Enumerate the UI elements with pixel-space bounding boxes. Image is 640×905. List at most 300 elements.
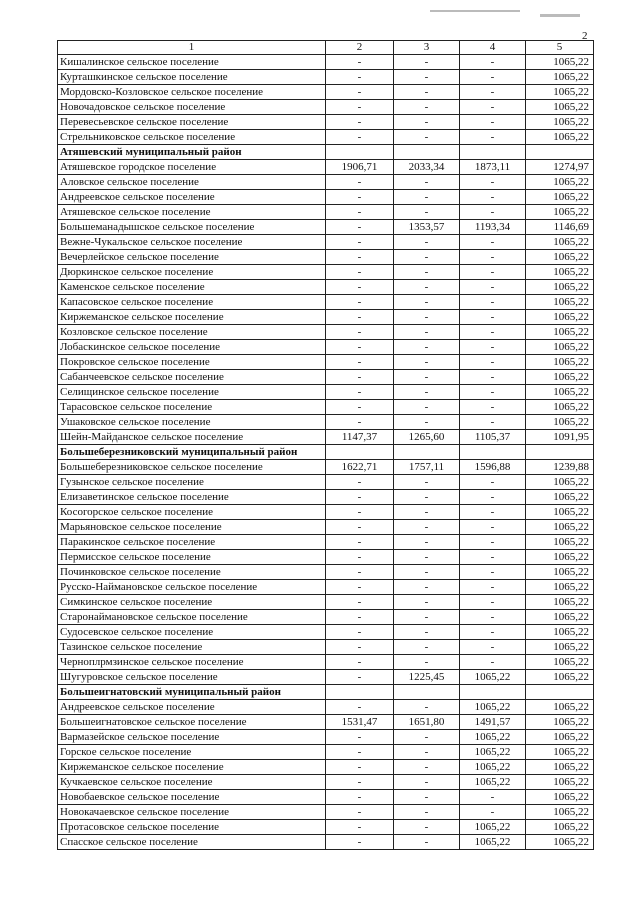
table-row [58,295,594,310]
value-cell-c3: - [394,265,460,280]
value-cell-c4: - [460,535,526,550]
value-cell-c5: 1065,22 [526,700,594,715]
value-cell-c4: - [460,400,526,415]
value-cell-c3: - [394,640,460,655]
value-cell-c4: - [460,115,526,130]
value-cell-c3: - [394,805,460,820]
table-row [58,70,594,85]
settlement-name: Тарасовское сельское поселение [58,400,326,415]
value-cell-c2: - [326,490,394,505]
empty-cell [394,685,460,700]
settlement-name: Тазинское сельское поселение [58,640,326,655]
value-cell-c5: 1065,22 [526,595,594,610]
value-cell-c2: - [326,400,394,415]
value-cell-c5: 1065,22 [526,190,594,205]
settlement-name: Аловское сельское поселение [58,175,326,190]
value-cell-c2: - [326,310,394,325]
value-cell-c2: - [326,280,394,295]
value-cell-c3: - [394,400,460,415]
settlement-name: Сабанчеевское сельское поселение [58,370,326,385]
value-cell-c2: - [326,115,394,130]
value-cell-c3: 1757,11 [394,460,460,475]
value-cell-c3: - [394,100,460,115]
settlement-name: Симкинское сельское поселение [58,595,326,610]
value-cell-c4: 1873,11 [460,160,526,175]
value-cell-c2: - [326,760,394,775]
settlement-name: Пермисское сельское поселение [58,550,326,565]
value-cell-c4: 1065,22 [460,670,526,685]
value-cell-c4: - [460,655,526,670]
value-cell-c4: 1065,22 [460,700,526,715]
settlement-name: Новочадовское сельское поселение [58,100,326,115]
value-cell-c4: - [460,295,526,310]
table-row [58,265,594,280]
table-row [58,535,594,550]
value-cell-c2: - [326,250,394,265]
table-row [58,775,594,790]
value-cell-c2: - [326,805,394,820]
value-cell-c4: 1491,57 [460,715,526,730]
district-name: Большеберезниковский муниципальный район [58,445,326,460]
value-cell-c4: - [460,235,526,250]
settlement-name: Атяшевское городское поселение [58,160,326,175]
settlement-name: Большеигнатовское сельское поселение [58,715,326,730]
settlement-name: Мордовско-Козловское сельское поселение [58,85,326,100]
value-cell-c4: 1193,34 [460,220,526,235]
table-row [58,790,594,805]
settlement-name: Шейн-Майданское сельское поселение [58,430,326,445]
value-cell-c5: 1065,22 [526,550,594,565]
value-cell-c4: - [460,790,526,805]
value-cell-c5: 1065,22 [526,535,594,550]
table-row [58,595,594,610]
table-row [58,475,594,490]
settlement-name: Киржеманское сельское поселение [58,310,326,325]
settlement-name: Андреевское сельское поселение [58,700,326,715]
value-cell-c5: 1065,22 [526,520,594,535]
tariff-table [57,40,594,850]
value-cell-c5: 1065,22 [526,340,594,355]
value-cell-c5: 1065,22 [526,130,594,145]
settlement-name: Перевесьевское сельское поселение [58,115,326,130]
table-row [58,700,594,715]
value-cell-c4: - [460,175,526,190]
value-cell-c5: 1065,22 [526,790,594,805]
table-row [58,415,594,430]
table-header-row [58,41,594,55]
table-row [58,730,594,745]
table-row [58,460,594,475]
value-cell-c4: 1065,22 [460,760,526,775]
value-cell-c4: - [460,130,526,145]
value-cell-c2: - [326,205,394,220]
value-cell-c3: - [394,310,460,325]
value-cell-c5: 1065,22 [526,490,594,505]
value-cell-c3: - [394,415,460,430]
value-cell-c3: - [394,475,460,490]
value-cell-c3: - [394,490,460,505]
value-cell-c4: - [460,100,526,115]
settlement-name: Атяшевское сельское поселение [58,205,326,220]
page-number: 2 [582,30,588,42]
empty-cell [460,445,526,460]
table-row [58,820,594,835]
value-cell-c3: - [394,700,460,715]
value-cell-c5: 1065,22 [526,310,594,325]
table-row [58,190,594,205]
value-cell-c5: 1065,22 [526,745,594,760]
settlement-name: Большеманадышское сельское поселение [58,220,326,235]
value-cell-c2: - [326,625,394,640]
value-cell-c5: 1274,97 [526,160,594,175]
value-cell-c4: - [460,580,526,595]
value-cell-c2: - [326,610,394,625]
value-cell-c2: - [326,370,394,385]
value-cell-c4: - [460,565,526,580]
table-row [58,250,594,265]
value-cell-c4: - [460,520,526,535]
settlement-name: Спасское сельское поселение [58,835,326,850]
settlement-name: Шугуровское сельское поселение [58,670,326,685]
value-cell-c5: 1065,22 [526,835,594,850]
table-row [58,640,594,655]
settlement-name: Горское сельское поселение [58,745,326,760]
value-cell-c3: 1265,60 [394,430,460,445]
value-cell-c5: 1065,22 [526,250,594,265]
value-cell-c2: - [326,505,394,520]
table-row [58,235,594,250]
value-cell-c3: - [394,610,460,625]
settlement-name: Козловское сельское поселение [58,325,326,340]
settlement-name: Капасовское сельское поселение [58,295,326,310]
settlement-name: Ушаковское сельское поселение [58,415,326,430]
table-row [58,310,594,325]
value-cell-c5: 1065,22 [526,325,594,340]
table-row [58,490,594,505]
value-cell-c2: - [326,700,394,715]
table-row [58,55,594,70]
value-cell-c5: 1065,22 [526,295,594,310]
value-cell-c2: - [326,100,394,115]
district-name: Большеигнатовский муниципальный район [58,685,326,700]
value-cell-c4: 1065,22 [460,835,526,850]
settlement-name: Русско-Наймановское сельское поселение [58,580,326,595]
value-cell-c4: - [460,640,526,655]
table-row [58,550,594,565]
value-cell-c2: - [326,55,394,70]
table-row [58,340,594,355]
value-cell-c4: - [460,610,526,625]
district-header-row [58,445,594,460]
empty-cell [460,685,526,700]
value-cell-c3: - [394,730,460,745]
settlement-name: Киржеманское сельское поселение [58,760,326,775]
value-cell-c2: - [326,745,394,760]
settlement-name: Новобаевское сельское поселение [58,790,326,805]
value-cell-c2: - [326,415,394,430]
settlement-name: Покровское сельское поселение [58,355,326,370]
empty-cell [326,145,394,160]
value-cell-c3: - [394,820,460,835]
column-header: 4 [460,41,526,55]
value-cell-c4: 1065,22 [460,730,526,745]
table-row [58,160,594,175]
value-cell-c5: 1065,22 [526,670,594,685]
value-cell-c2: - [326,175,394,190]
value-cell-c3: - [394,205,460,220]
value-cell-c5: 1065,22 [526,355,594,370]
value-cell-c3: - [394,520,460,535]
empty-cell [394,445,460,460]
value-cell-c3: - [394,505,460,520]
value-cell-c3: - [394,565,460,580]
table-row [58,355,594,370]
value-cell-c2: 1622,71 [326,460,394,475]
table-row [58,430,594,445]
value-cell-c5: 1065,22 [526,115,594,130]
column-header: 3 [394,41,460,55]
table-row [58,280,594,295]
settlement-name: Новокачаевское сельское поселение [58,805,326,820]
value-cell-c4: - [460,70,526,85]
settlement-name: Стрельниковское сельское поселение [58,130,326,145]
value-cell-c2: - [326,265,394,280]
value-cell-c4: - [460,370,526,385]
settlement-name: Дюркинское сельское поселение [58,265,326,280]
value-cell-c4: - [460,340,526,355]
settlement-name: Починковское сельское поселение [58,565,326,580]
scan-artifact [430,10,520,12]
value-cell-c2: - [326,340,394,355]
value-cell-c5: 1065,22 [526,730,594,745]
table-row [58,625,594,640]
settlement-name: Марьяновское сельское поселение [58,520,326,535]
value-cell-c3: - [394,835,460,850]
value-cell-c2: - [326,130,394,145]
empty-cell [326,685,394,700]
value-cell-c2: - [326,475,394,490]
table-row [58,520,594,535]
value-cell-c5: 1065,22 [526,85,594,100]
table-row [58,130,594,145]
value-cell-c5: 1065,22 [526,655,594,670]
value-cell-c5: 1065,22 [526,370,594,385]
table-row [58,580,594,595]
value-cell-c3: 1225,45 [394,670,460,685]
value-cell-c2: - [326,535,394,550]
district-header-row [58,685,594,700]
settlement-name: Каменское сельское поселение [58,280,326,295]
settlement-name: Курташкинское сельское поселение [58,70,326,85]
value-cell-c3: - [394,55,460,70]
settlement-name: Вежне-Чукальское сельское поселение [58,235,326,250]
value-cell-c5: 1065,22 [526,235,594,250]
value-cell-c5: 1065,22 [526,100,594,115]
value-cell-c2: - [326,385,394,400]
value-cell-c3: - [394,625,460,640]
value-cell-c3: - [394,85,460,100]
value-cell-c3: - [394,790,460,805]
value-cell-c5: 1065,22 [526,775,594,790]
value-cell-c5: 1065,22 [526,385,594,400]
table-row [58,655,594,670]
table-row [58,715,594,730]
value-cell-c4: - [460,280,526,295]
value-cell-c5: 1065,22 [526,415,594,430]
value-cell-c2: 1906,71 [326,160,394,175]
value-cell-c2: - [326,325,394,340]
value-cell-c5: 1065,22 [526,280,594,295]
value-cell-c2: - [326,835,394,850]
value-cell-c4: - [460,415,526,430]
value-cell-c5: 1065,22 [526,70,594,85]
value-cell-c2: - [326,190,394,205]
settlement-name: Протасовское сельское поселение [58,820,326,835]
value-cell-c3: - [394,775,460,790]
value-cell-c4: - [460,385,526,400]
table-row [58,220,594,235]
value-cell-c3: - [394,550,460,565]
empty-cell [526,445,594,460]
value-cell-c2: - [326,655,394,670]
table-row [58,835,594,850]
value-cell-c4: 1105,37 [460,430,526,445]
value-cell-c3: - [394,235,460,250]
value-cell-c4: 1596,88 [460,460,526,475]
value-cell-c3: - [394,385,460,400]
settlement-name: Судосевское сельское поселение [58,625,326,640]
table-row [58,565,594,580]
value-cell-c5: 1065,22 [526,400,594,415]
value-cell-c4: - [460,625,526,640]
table-row [58,745,594,760]
value-cell-c4: 1065,22 [460,775,526,790]
settlement-name: Вармазейское сельское поселение [58,730,326,745]
scan-artifact [540,14,580,17]
table-row [58,385,594,400]
value-cell-c4: - [460,505,526,520]
value-cell-c2: - [326,565,394,580]
value-cell-c2: - [326,775,394,790]
value-cell-c4: - [460,805,526,820]
value-cell-c4: - [460,355,526,370]
column-header: 5 [526,41,594,55]
empty-cell [526,685,594,700]
value-cell-c3: - [394,535,460,550]
value-cell-c5: 1065,22 [526,715,594,730]
table-row [58,325,594,340]
value-cell-c2: - [326,595,394,610]
value-cell-c3: - [394,190,460,205]
value-cell-c5: 1146,69 [526,220,594,235]
empty-cell [526,145,594,160]
settlement-name: Черноплрмзинское сельское поселение [58,655,326,670]
value-cell-c4: - [460,490,526,505]
value-cell-c3: - [394,355,460,370]
value-cell-c2: - [326,790,394,805]
value-cell-c3: - [394,175,460,190]
value-cell-c2: 1147,37 [326,430,394,445]
table-row [58,670,594,685]
empty-cell [460,145,526,160]
value-cell-c3: - [394,250,460,265]
value-cell-c3: 1353,57 [394,220,460,235]
table-row [58,505,594,520]
value-cell-c3: - [394,595,460,610]
value-cell-c2: - [326,640,394,655]
value-cell-c2: - [326,355,394,370]
value-cell-c5: 1065,22 [526,265,594,280]
value-cell-c4: - [460,205,526,220]
table-row [58,400,594,415]
value-cell-c4: - [460,85,526,100]
value-cell-c4: - [460,265,526,280]
value-cell-c5: 1065,22 [526,175,594,190]
settlement-name: Вечерлейское сельское поселение [58,250,326,265]
settlement-name: Большеберезниковское сельское поселение [58,460,326,475]
column-header: 1 [58,41,326,55]
settlement-name: Кучкаевское сельское поселение [58,775,326,790]
table-row [58,115,594,130]
table-row [58,85,594,100]
table-row [58,205,594,220]
value-cell-c4: - [460,250,526,265]
value-cell-c5: 1065,22 [526,625,594,640]
value-cell-c5: 1065,22 [526,820,594,835]
value-cell-c3: - [394,370,460,385]
settlement-name: Лобаскинское сельское поселение [58,340,326,355]
value-cell-c4: - [460,595,526,610]
value-cell-c4: 1065,22 [460,820,526,835]
value-cell-c3: 1651,80 [394,715,460,730]
settlement-name: Паракинское сельское поселение [58,535,326,550]
value-cell-c4: 1065,22 [460,745,526,760]
value-cell-c2: - [326,580,394,595]
value-cell-c3: - [394,580,460,595]
value-cell-c5: 1065,22 [526,610,594,625]
value-cell-c5: 1065,22 [526,505,594,520]
value-cell-c2: - [326,820,394,835]
value-cell-c3: 2033,34 [394,160,460,175]
table-row [58,370,594,385]
value-cell-c2: - [326,670,394,685]
value-cell-c4: - [460,325,526,340]
value-cell-c4: - [460,55,526,70]
value-cell-c5: 1065,22 [526,640,594,655]
settlement-name: Косогорское сельское поселение [58,505,326,520]
value-cell-c5: 1065,22 [526,580,594,595]
settlement-name: Селищинское сельское поселение [58,385,326,400]
value-cell-c3: - [394,70,460,85]
empty-cell [394,145,460,160]
table-row [58,805,594,820]
value-cell-c3: - [394,745,460,760]
value-cell-c4: - [460,310,526,325]
value-cell-c3: - [394,130,460,145]
value-cell-c2: - [326,550,394,565]
value-cell-c3: - [394,295,460,310]
value-cell-c2: - [326,220,394,235]
value-cell-c5: 1239,88 [526,460,594,475]
district-name: Атяшевский муниципальный район [58,145,326,160]
value-cell-c3: - [394,115,460,130]
value-cell-c2: - [326,85,394,100]
value-cell-c3: - [394,340,460,355]
settlement-name: Старонаймановское сельское поселение [58,610,326,625]
settlement-name: Андреевское сельское поселение [58,190,326,205]
settlement-name: Кишалинское сельское поселение [58,55,326,70]
value-cell-c3: - [394,760,460,775]
